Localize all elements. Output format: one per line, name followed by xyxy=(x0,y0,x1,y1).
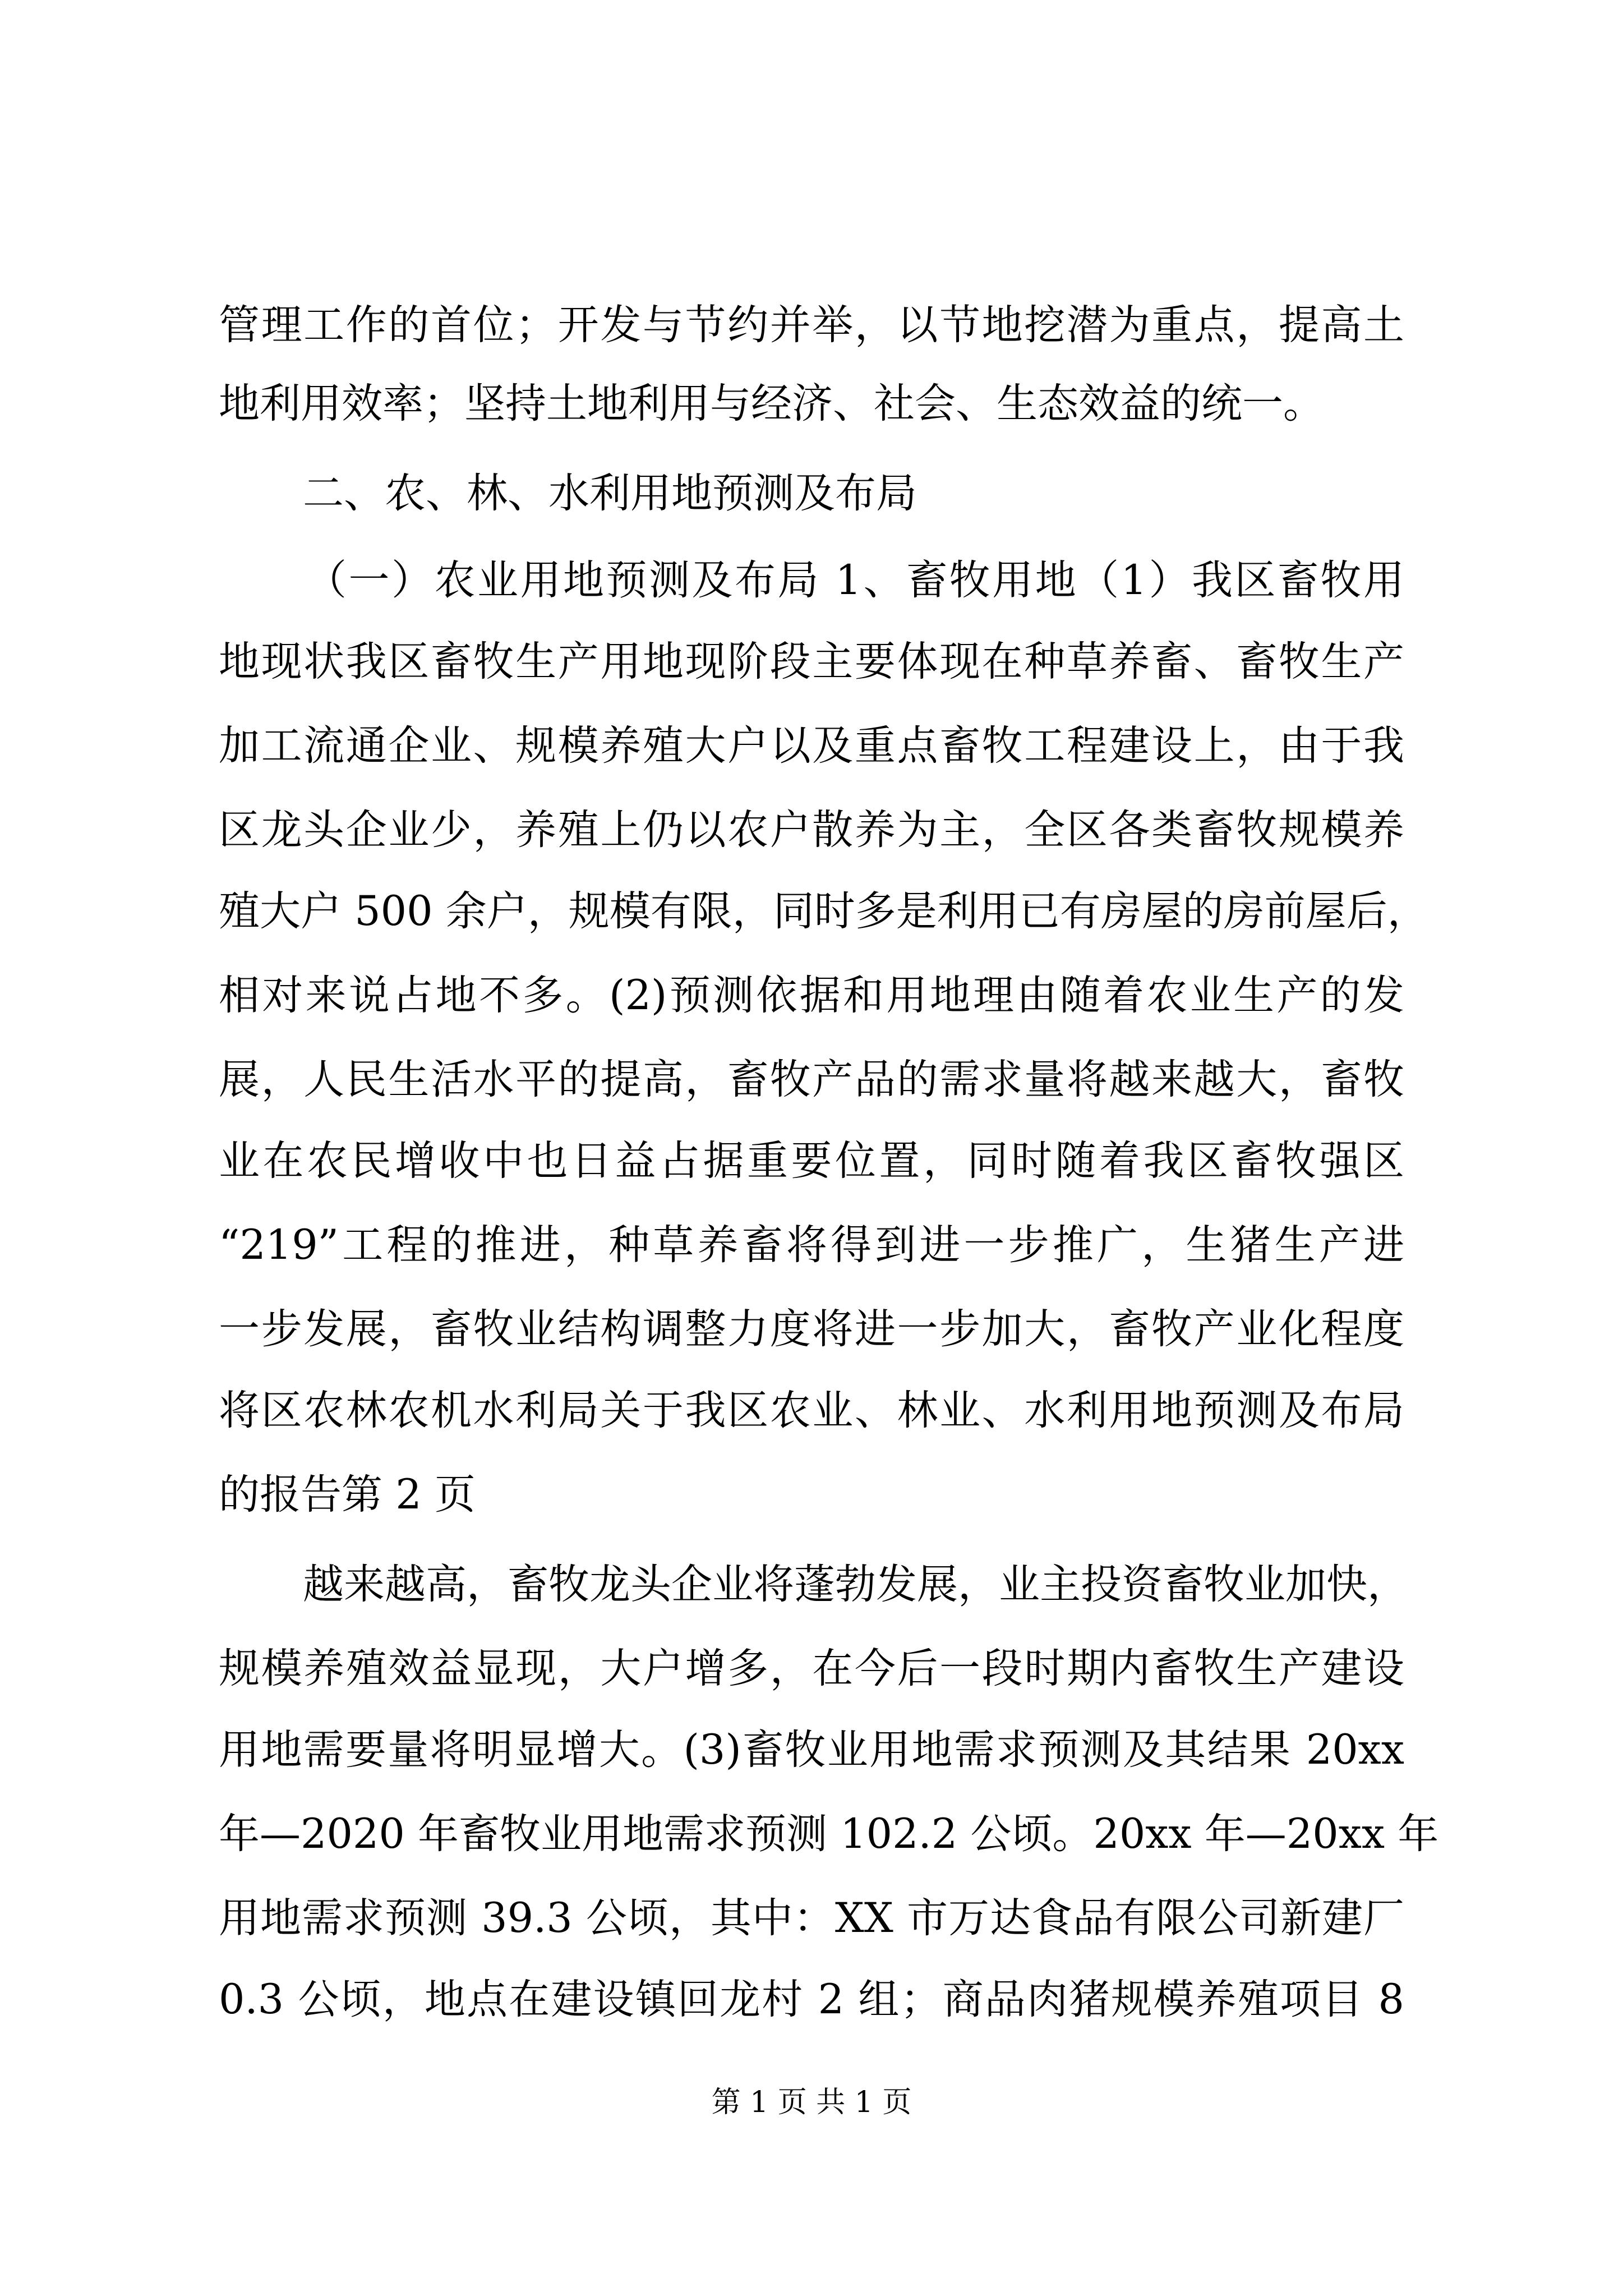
text-line: “219”工程的推进，种草养畜将得到进一步推广，生猪生产进 xyxy=(219,1221,1404,1269)
text-line: 加工流通企业、规模养殖大户以及重点畜牧工程建设上，由于我 xyxy=(219,722,1404,770)
text-line: 规模养殖效益显现，大户增多，在今后一段时期内畜牧生产建设 xyxy=(219,1645,1404,1692)
text-line: 0.3 公顷，地点在建设镇回龙村 2 组；商品肉猪规模养殖项目 8 xyxy=(219,1976,1404,2023)
text-line: 越来越高，畜牧龙头企业将蓬勃发展，业主投资畜牧业加快， xyxy=(303,1561,1408,1608)
page-footer: 第 1 页 共 1 页 xyxy=(711,2086,912,2119)
text-line: 地利用效率；坚持土地利用与经济、社会、生态效益的统一。 xyxy=(219,380,1324,427)
text-line: 地现状我区畜牧生产用地现阶段主要体现在种草养畜、畜牧生产 xyxy=(219,638,1404,685)
text-line: 年—2020 年畜牧业用地需求预测 102.2 公顷。20xx 年—20xx 年 xyxy=(219,1810,1439,1858)
text-line: 殖大户 500 余户，规模有限，同时多是利用已有房屋的房前屋后， xyxy=(219,887,1428,935)
text-line: 用地需要量将明显增大。(3)畜牧业用地需求预测及其结果 20xx xyxy=(219,1726,1404,1774)
text-line: 用地需求预测 39.3 公顷，其中：XX 市万达食品有限公司新建厂 xyxy=(219,1894,1404,1942)
text-line: 展，人民生活水平的提高，畜牧产品的需求量将越来越大，畜牧 xyxy=(219,1056,1404,1103)
text-line: 一步发展，畜牧业结构调整力度将进一步加大，畜牧产业化程度 xyxy=(219,1305,1404,1353)
section-heading: 二、农、林、水利用地预测及布局 xyxy=(303,470,917,517)
text-line: 相对来说占地不多。(2)预测依据和用地理由随着农业生产的发 xyxy=(219,972,1404,1019)
text-line: 将区农林农机水利局关于我区农业、林业、水利用地预测及布局 xyxy=(219,1387,1404,1434)
text-line: 业在农民增收中也日益占据重要位置，同时随着我区畜牧强区 xyxy=(219,1137,1404,1185)
text-line: 区龙头企业少，养殖上仍以农户散养为主，全区各类畜牧规模养 xyxy=(219,806,1404,854)
text-line: （一）农业用地预测及布局 1、畜牧用地（1）我区畜牧用 xyxy=(306,556,1404,604)
text-line: 的报告第 2 页 xyxy=(219,1471,476,1519)
text-line: 管理工作的首位；开发与节约并举，以节地挖潜为重点，提高土 xyxy=(219,301,1404,349)
